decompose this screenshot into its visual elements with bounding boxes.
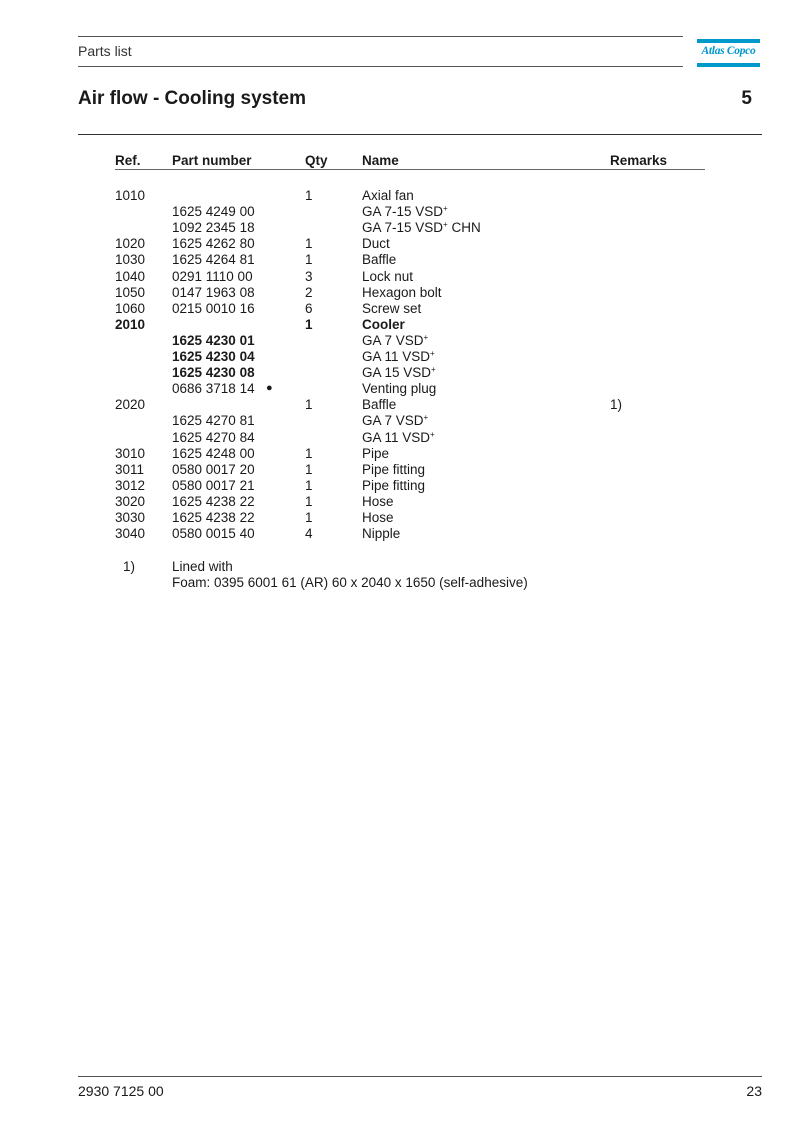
name-text: Hose: [362, 493, 394, 509]
part-number-cell: 1625 4238 22: [172, 493, 255, 509]
table-row: [0, 413, 800, 429]
name-cell: [362, 252, 396, 267]
ref-cell: 1060: [115, 300, 146, 316]
qty-cell: 1: [305, 477, 313, 493]
name-cell: [362, 317, 405, 332]
ref-cell: 2010: [115, 316, 146, 332]
header-label: Parts list: [78, 43, 132, 59]
part-number-cell: 1625 4264 81: [172, 252, 255, 268]
title-rule: [78, 134, 762, 135]
ref-cell: 3011: [115, 461, 145, 477]
name-cell: [362, 188, 414, 203]
part-number-cell: 0686 3718 14: [172, 381, 255, 397]
table-row: [0, 446, 800, 462]
table-row: [0, 494, 800, 510]
name-text: GA 11 VSD: [362, 429, 431, 445]
footer-page-number: 23: [746, 1083, 762, 1099]
name-text: Venting plug: [362, 381, 437, 397]
table-row: [0, 365, 800, 381]
name-cell: [362, 204, 448, 219]
ref-cell: 3040: [115, 526, 146, 542]
name-cell: [362, 220, 481, 235]
superscript-plus: +: [443, 204, 448, 214]
qty-cell: 1: [305, 493, 313, 509]
part-number-cell: 1625 4238 22: [172, 510, 255, 525]
footer-rule: [78, 1076, 762, 1077]
header-bottom-rule: [78, 66, 683, 67]
name-text: Hose: [362, 510, 394, 525]
name-text: Lock nut: [362, 268, 414, 284]
part-number-cell: 0580 0017 20: [172, 461, 255, 477]
table-row: [0, 478, 800, 494]
part-number-cell: 1625 4262 80: [172, 236, 255, 252]
name-cell: [362, 397, 396, 412]
superscript-plus: +: [431, 365, 436, 375]
name-cell: [362, 301, 421, 316]
name-suffix: CHN: [447, 220, 481, 236]
column-header-part-number: Part number: [172, 153, 252, 168]
page-title: Air flow - Cooling system: [78, 88, 307, 109]
ref-cell: 3020: [115, 493, 146, 509]
name-cell: [362, 349, 435, 364]
qty-cell: 6: [305, 300, 313, 316]
qty-cell: 3: [305, 268, 313, 284]
section-number: 5: [741, 88, 752, 109]
part-number-cell: 1625 4230 08: [172, 365, 255, 381]
qty-cell: 2: [305, 284, 313, 300]
ref-cell: 1020: [115, 236, 146, 252]
part-number-cell: 1625 4230 01: [172, 332, 255, 348]
qty-cell: 1: [305, 510, 313, 525]
table-row: [0, 220, 800, 236]
atlas-copco-logo: [697, 39, 760, 67]
part-number-cell: 0215 0010 16: [172, 300, 255, 316]
ref-cell: 2020: [115, 397, 146, 413]
name-cell: [362, 430, 435, 445]
table-row: [0, 285, 800, 301]
name-text: Screw set: [362, 300, 422, 316]
table-row: [0, 397, 800, 413]
note-marker: 1): [123, 559, 136, 574]
name-cell: [362, 478, 425, 493]
name-cell: [362, 462, 425, 477]
logo-bottom-bar: [697, 63, 760, 67]
qty-cell: 1: [305, 461, 313, 477]
note-line-2: Foam: 0395 6001 61 (AR) 60 x 2040 x 1650 (self-adhesive): [172, 575, 528, 590]
ref-cell: 1050: [115, 284, 146, 300]
table-row: [0, 333, 800, 349]
name-cell: [362, 236, 390, 251]
table-row: [0, 252, 800, 268]
part-number-cell: 1625 4270 81: [172, 413, 255, 429]
table-row: [0, 188, 800, 204]
name-text: Axial fan: [362, 188, 414, 203]
table-row: [0, 462, 800, 478]
qty-cell: 1: [305, 316, 313, 332]
part-number-cell: 1625 4230 04: [172, 349, 255, 364]
column-header-qty: Qty: [305, 153, 328, 168]
remarks-cell: 1): [610, 397, 623, 413]
ref-cell: 3012: [115, 477, 146, 493]
qty-cell: 4: [305, 526, 313, 542]
part-number-cell: 1625 4248 00: [172, 445, 255, 461]
part-number-cell: 1625 4249 00: [172, 204, 255, 220]
part-number-cell: 1625 4270 84: [172, 429, 255, 445]
table-row: [0, 317, 800, 333]
ref-cell: 1040: [115, 268, 146, 284]
part-number-cell: 0147 1963 08: [172, 284, 255, 300]
name-text: GA 11 VSD: [362, 349, 431, 364]
qty-cell: 1: [305, 445, 313, 461]
name-text: GA 7 VSD: [362, 332, 424, 348]
name-cell: [362, 365, 436, 380]
name-cell: [362, 494, 394, 509]
part-number-cell: 0291 1110 00: [172, 268, 253, 284]
ref-cell: 1010: [115, 188, 146, 203]
column-header-name: Name: [362, 153, 399, 168]
table-row: [0, 526, 800, 542]
name-text: GA 7 VSD: [362, 413, 424, 429]
table-row: [0, 381, 800, 397]
table-row: [0, 430, 800, 446]
table-row: [0, 349, 800, 365]
note-line-1: Lined with: [172, 559, 233, 574]
qty-cell: 1: [305, 252, 313, 268]
name-cell: [362, 381, 436, 396]
table-row: [0, 301, 800, 317]
superscript-plus: +: [430, 429, 435, 439]
qty-cell: 1: [305, 397, 313, 413]
name-cell: [362, 333, 428, 348]
logo-text: Atlas Copco: [701, 45, 756, 57]
table-row: [0, 236, 800, 252]
name-text: GA 7-15 VSD: [362, 204, 444, 220]
name-text: GA 15 VSD: [362, 365, 432, 381]
qty-cell: 1: [305, 188, 313, 203]
name-text: Baffle: [362, 252, 397, 268]
part-number-cell: 0580 0017 21: [172, 477, 255, 493]
table-row: [0, 204, 800, 220]
ref-cell: 3010: [115, 445, 146, 461]
name-text: Nipple: [362, 526, 401, 542]
qty-cell: 1: [305, 236, 313, 252]
column-header-remarks: Remarks: [610, 153, 668, 168]
superscript-plus: +: [423, 332, 429, 342]
name-text: GA 7-15 VSD: [362, 220, 444, 236]
name-text: Pipe fitting: [362, 461, 426, 477]
name-text: Cooler: [362, 316, 405, 332]
name-cell: [362, 269, 413, 284]
column-header-ref: Ref.: [115, 153, 141, 168]
table-header-rule: [115, 169, 705, 170]
name-text: Pipe fitting: [362, 477, 426, 493]
footer-doc-number: 2930 7125 00: [78, 1083, 164, 1099]
part-number-cell: 1092 2345 18: [172, 220, 255, 236]
name-cell: [362, 510, 394, 525]
name-cell: [362, 446, 389, 461]
part-number-cell: 0580 0015 40: [172, 526, 255, 542]
bullet-marker: ●: [266, 382, 273, 395]
name-cell: [362, 413, 428, 428]
ref-cell: 1030: [115, 252, 146, 268]
name-text: Duct: [362, 236, 390, 252]
superscript-plus: +: [443, 220, 448, 230]
superscript-plus: +: [430, 349, 435, 358]
logo-top-bar: [697, 39, 760, 43]
ref-cell: 3030: [115, 510, 146, 525]
superscript-plus: +: [423, 413, 429, 423]
table-row: [0, 269, 800, 285]
name-cell: [362, 526, 400, 541]
table-row: [0, 510, 800, 526]
name-text: Baffle: [362, 397, 397, 413]
name-cell: [362, 285, 442, 300]
name-text: Pipe: [362, 445, 390, 461]
name-text: Hexagon bolt: [362, 284, 442, 300]
header-top-rule: [78, 36, 683, 37]
